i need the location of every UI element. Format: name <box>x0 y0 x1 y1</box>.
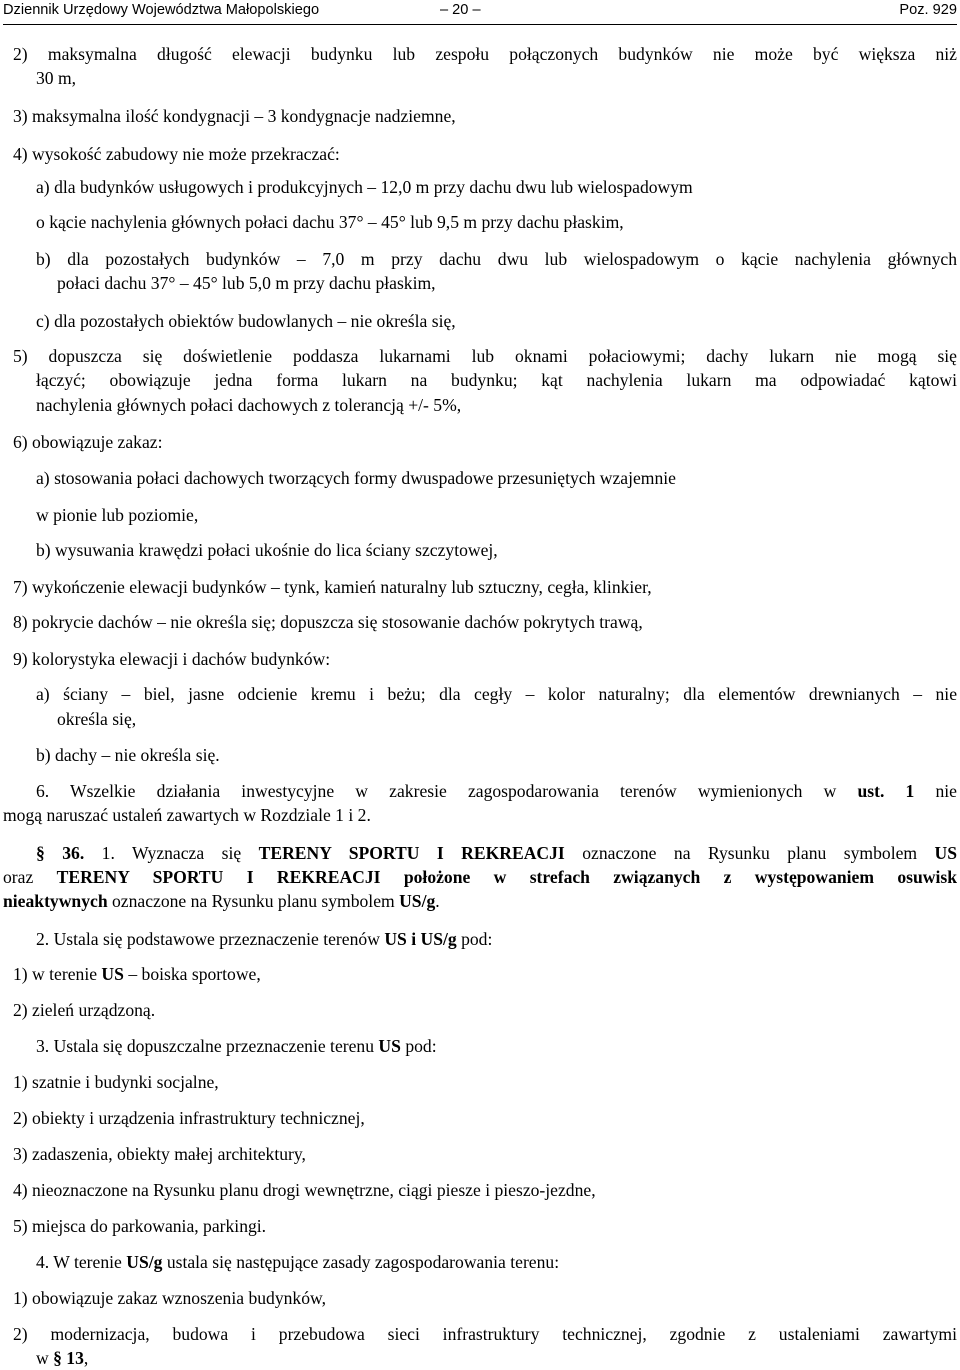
item-5-line-1: 5) dopuszcza się doświetlenie poddasza lukarnami lub oknami połaciowymi; dachy lukarn nie mogą się <box>13 346 957 366</box>
section-36-line-1: § 36. 1. Wyznacza się TERENY SPORTU I REKREACJI oznaczone na Rysunku planu symbolem US <box>36 843 958 863</box>
item-4c: c) dla pozostałych obiektów budowlanych – nie określa się, <box>36 311 456 331</box>
subsection-4-item-1: 1) obowiązuje zakaz wznoszenia budynków, <box>13 1288 326 1308</box>
subsection-4-item-2-line-2: w § 13, <box>36 1348 89 1368</box>
item-6a-line-1: a) stosowania połaci dachowych tworzących formy dwuspadowe przesuniętych wzajemnie <box>36 468 676 488</box>
subsection-3-item-2: 2) obiekty i urządzenia infrastruktury technicznej, <box>13 1108 365 1128</box>
item-4: 4) wysokość zabudowy nie może przekraczać: <box>13 144 340 164</box>
item-6a-line-2: w pionie lub poziomie, <box>36 505 199 525</box>
item-6b: b) wysuwania krawędzi połaci ukośnie do lica ściany szczytowej, <box>36 540 498 560</box>
item-9b: b) dachy – nie określa się. <box>36 745 220 765</box>
subsection-2-item-1: 1) w terenie US – boiska sportowe, <box>13 964 261 984</box>
paragraph-6-line-2: mogą naruszać ustaleń zawartych w Rozdziale 1 i 2. <box>3 805 371 825</box>
paragraph-6-line-1: 6. Wszelkie działania inwestycyjne w zakresie zagospodarowania terenów wymienionych w ust. 1 nie <box>36 781 957 801</box>
item-6: 6) obowiązuje zakaz: <box>13 432 163 452</box>
item-8: 8) pokrycie dachów – nie określa się; dopuszcza się stosowanie dachów pokrytych trawą, <box>13 612 643 632</box>
section-36-line-2: oraz TERENY SPORTU I REKREACJI położone w strefach związanych z występowaniem osuwisk <box>3 867 957 887</box>
item-9a-line-1: a) ściany – biel, jasne odcienie kremu i beżu; dla cegły – kolor naturalny; dla elementów drewnianych – nie <box>36 684 957 704</box>
item-4b-line-2: połaci dachu 37° – 45° lub 5,0 m przy dachu płaskim, <box>57 273 436 293</box>
item-5-line-3: nachylenia głównych połaci dachowych z tolerancją +/- 5%, <box>36 395 462 415</box>
item-9a-line-2: określa się, <box>57 709 137 729</box>
subsection-3: 3. Ustala się dopuszczalne przeznaczenie terenu US pod: <box>36 1036 437 1056</box>
subsection-2-item-2: 2) zieleń urządzoną. <box>13 1000 156 1020</box>
subsection-3-item-3: 3) zadaszenia, obiekty małej architektury, <box>13 1144 306 1164</box>
page-header <box>3 0 957 25</box>
position-number: Poz. 929 <box>899 2 957 18</box>
subsection-3-item-4: 4) nieoznaczone na Rysunku planu drogi wewnętrzne, ciągi piesze i pieszo-jezdne, <box>13 1180 596 1200</box>
item-3: 3) maksymalna ilość kondygnacji – 3 kondygnacje nadziemne, <box>13 106 456 126</box>
section-36-line-3: nieaktywnych oznaczone na Rysunku planu symbolem US/g. <box>3 891 440 911</box>
subsection-4-item-2-line-1: 2) modernizacja, budowa i przebudowa sieci infrastruktury technicznej, zgodnie z ustaleniami zawartymi <box>13 1324 957 1344</box>
item-4b-line-1: b) dla pozostałych budynków – 7,0 m przy dachu dwu lub wielospadowym o kącie nachylenia głównych <box>36 249 957 269</box>
item-9: 9) kolorystyka elewacji i dachów budynków: <box>13 649 331 669</box>
subsection-4: 4. W terenie US/g ustala się następujące zasady zagospodarowania terenu: <box>36 1252 560 1272</box>
subsection-2: 2. Ustala się podstawowe przeznaczenie terenów US i US/g pod: <box>36 929 493 949</box>
subsection-3-item-5: 5) miejsca do parkowania, parkingi. <box>13 1216 267 1236</box>
item-7: 7) wykończenie elewacji budynków – tynk, kamień naturalny lub sztuczny, cegła, klinkier, <box>13 577 652 597</box>
item-4a-line-1: a) dla budynków usługowych i produkcyjnych – 12,0 m przy dachu dwu lub wielospadowym <box>36 177 693 197</box>
item-5-line-2: łączyć; obowiązuje jedna forma lukarn na budynku; kąt nachylenia lukarn ma odpowiadać kątowi <box>36 370 957 390</box>
item-4a-line-2: o kącie nachylenia głównych połaci dachu 37° – 45° lub 9,5 m przy dachu płaskim, <box>36 212 624 232</box>
item-2-line-1: 2) maksymalna długość elewacji budynku lub zespołu połączonych budynków nie może być większa niż <box>13 44 957 64</box>
journal-title: Dziennik Urzędowy Województwa Małopolskiego <box>3 2 320 18</box>
page-number: – 20 – <box>440 2 481 18</box>
item-2-line-2: 30 m, <box>36 68 77 88</box>
subsection-3-item-1: 1) szatnie i budynki socjalne, <box>13 1072 219 1092</box>
